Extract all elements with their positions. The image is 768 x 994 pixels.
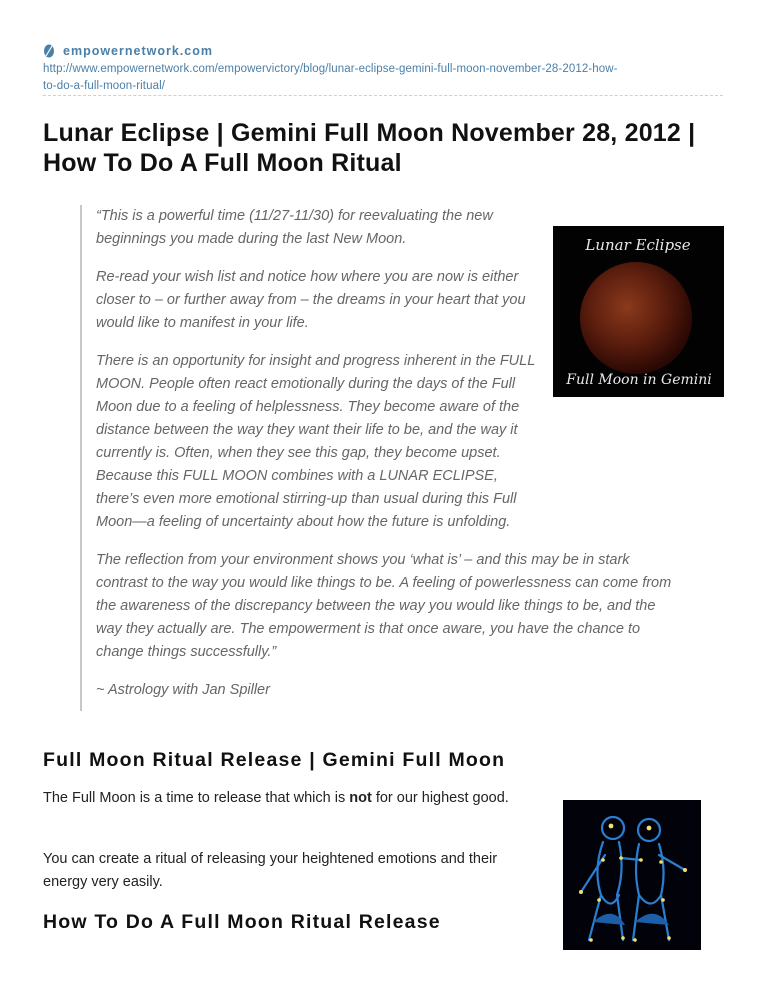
body-paragraph-1-after: for our highest good. xyxy=(371,790,509,806)
eclipse-caption-bottom: Full Moon in Gemini xyxy=(566,372,712,388)
source-url-line2[interactable]: to-do-a-full-moon-ritual/ xyxy=(43,80,166,92)
body-paragraph-1-before: The Full Moon is a time to release that which is xyxy=(43,790,350,806)
body-paragraph-1 xyxy=(43,787,513,810)
body-paragraph-1-bold: not xyxy=(349,790,372,806)
page-title: Lunar Eclipse | Gemini Full Moon November 28, 2012 | How To Do A Full Moon Ritual xyxy=(43,119,696,177)
gemini-constellation-image xyxy=(563,800,701,950)
site-header xyxy=(43,42,723,95)
quote-paragraph-3 xyxy=(96,350,680,534)
quote-attribution: ~ Astrology with Jan Spiller xyxy=(96,682,270,698)
blockquote xyxy=(80,205,680,711)
section-heading-how-to: How To Do A Full Moon Ritual Release xyxy=(43,911,441,933)
feather-logo-icon xyxy=(43,44,55,58)
header-divider xyxy=(43,95,723,96)
source-url[interactable] xyxy=(43,61,723,95)
site-name[interactable]: empowernetwork.com xyxy=(63,44,213,58)
quote-paragraph-3-text: There is an opportunity for insight and progress inherent in the FULL MOON. People often react emotionally during the days of the Full Moon due to a feeling of helplessness. They become aware of the distance between the way they want their life to be, and the way it currently is. Often, when they see this gap, they become upset. Because this FULL MOON combines with a LUNAR ECLIPSE, there’s even more emotional stirring-up than usual during this Full Moon—a feeling of uncertainty about how the future is unfolding. xyxy=(96,353,536,530)
eclipse-caption-top: Lunar Eclipse xyxy=(585,236,691,254)
quote-paragraph-2: Re-read your wish list and notice how where you are now is either closer to – or further away from – the dreams in your heart that you would like to manifest in your life. xyxy=(96,269,526,331)
quote-paragraph-4: The reflection from your environment shows you ‘what is’ – and this may be in stark contrast to the way you would like things to be. A feeling of powerlessness can come from the awareness of the discrepancy between the way you would like things to be, and the way they actually are. The empowerment is that once aware, you have the chance to change things successfully.” xyxy=(96,552,672,660)
quote-paragraph-1: “This is a powerful time (11/27-11/30) for reevaluating the new beginnings you made during the last New Moon. xyxy=(96,208,493,247)
body-paragraph-2: You can create a ritual of releasing your heightened emotions and their energy very easily. xyxy=(43,851,498,890)
source-url-line1[interactable]: http://www.empowernetwork.com/empowervictory/blog/lunar-eclipse-gemini-full-moon-november-28-2012-how- xyxy=(43,63,618,75)
section-heading-full-moon-ritual-release: Full Moon Ritual Release | Gemini Full Moon xyxy=(43,749,506,771)
